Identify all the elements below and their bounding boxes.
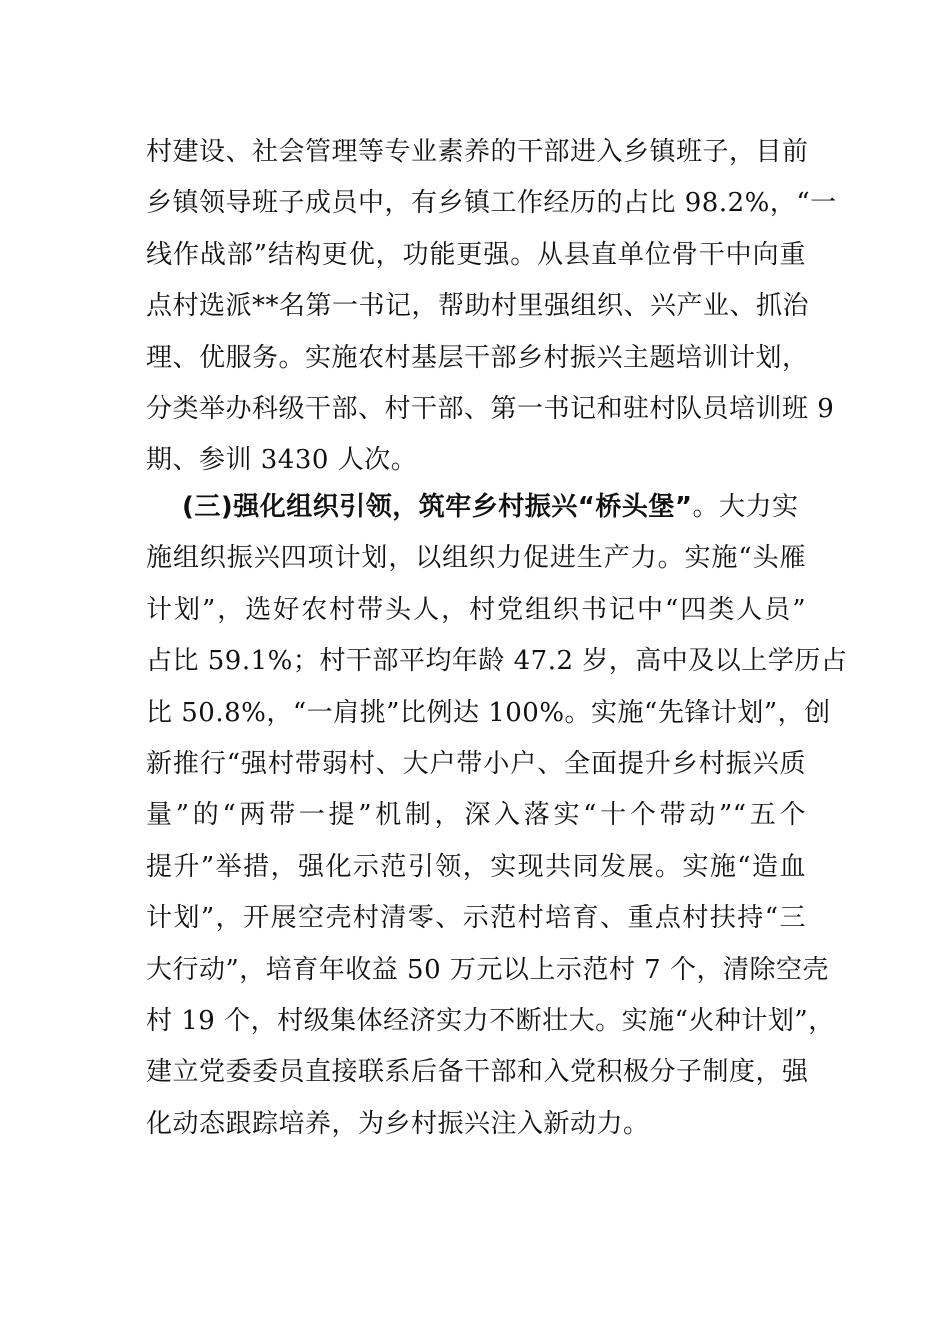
section-heading: (三)强化组织引领，筑牢乡村振兴“桥头堡”: [182, 492, 693, 522]
paragraph-2-line: 新推行“强村带弱村、大户带小户、全面提升乡村振兴质: [146, 748, 806, 779]
paragraph-2-line: 比 50.8%，“一肩挑”比例达 100%。实施“先锋计划”，创: [146, 697, 831, 728]
paragraph-1-line: 理、优服务。实施农村基层干部乡村振兴主题培训计划，: [146, 342, 809, 373]
paragraph-2-line: 建立党委委员直接联系后备干部和入党积极分子制度，强: [146, 1057, 809, 1088]
paragraph-2-line: 施组织振兴四项计划，以组织力促进生产力。实施“头雁: [146, 543, 806, 574]
paragraph-2-line: 量”的“两带一提”机制，深入落实“十个带动”“五个: [146, 800, 806, 831]
paragraph-1-line: 村建设、社会管理等专业素养的干部进入乡镇班子，目前: [146, 137, 809, 167]
paragraph-1-line: 点村选派**名第一书记，帮助村里强组织、兴产业、抓治: [146, 291, 810, 322]
paragraph-2-line: 计划”，选好农村带头人，村党组织书记中“四类人员”: [146, 594, 806, 625]
paragraph-1-line: 乡镇领导班子成员中，有乡镇工作经历的占比 98.2%，“一: [146, 188, 837, 219]
paragraph-2-first-line: [146, 482, 806, 533]
paragraph-2: [146, 482, 848, 1150]
paragraph-1-line: 分类举办科级干部、村干部、第一书记和驻村队员培训班 9: [146, 393, 835, 424]
paragraph-2-line: 大行动”，培育年收益 50 万元以上示范村 7 个，清除空壳: [146, 954, 829, 985]
paragraph-1-line: 期、参训 3430 人次。: [146, 445, 418, 476]
paragraph-2-line: 村 19 个，村级集体经济实力不断壮大。实施“火种计划”，: [146, 1005, 835, 1036]
paragraph-1: [146, 127, 837, 487]
paragraph-1-line: 线作战部”结构更优，功能更强。从县直单位骨干中向重: [146, 239, 806, 270]
section-heading-continuation: 。大力实: [692, 492, 799, 522]
paragraph-2-line: 化动态跟踪培养，为乡村振兴注入新动力。: [146, 1108, 650, 1139]
paragraph-2-line: 计划”，开展空壳村清零、示范村培育、重点村扶持“三: [146, 903, 806, 934]
paragraph-2-line: 提升”举措，强化示范引领，实现共同发展。实施“造血: [146, 851, 806, 882]
paragraph-2-line: 占比 59.1%；村干部平均年龄 47.2 岁，高中及以上学历占: [146, 646, 848, 677]
